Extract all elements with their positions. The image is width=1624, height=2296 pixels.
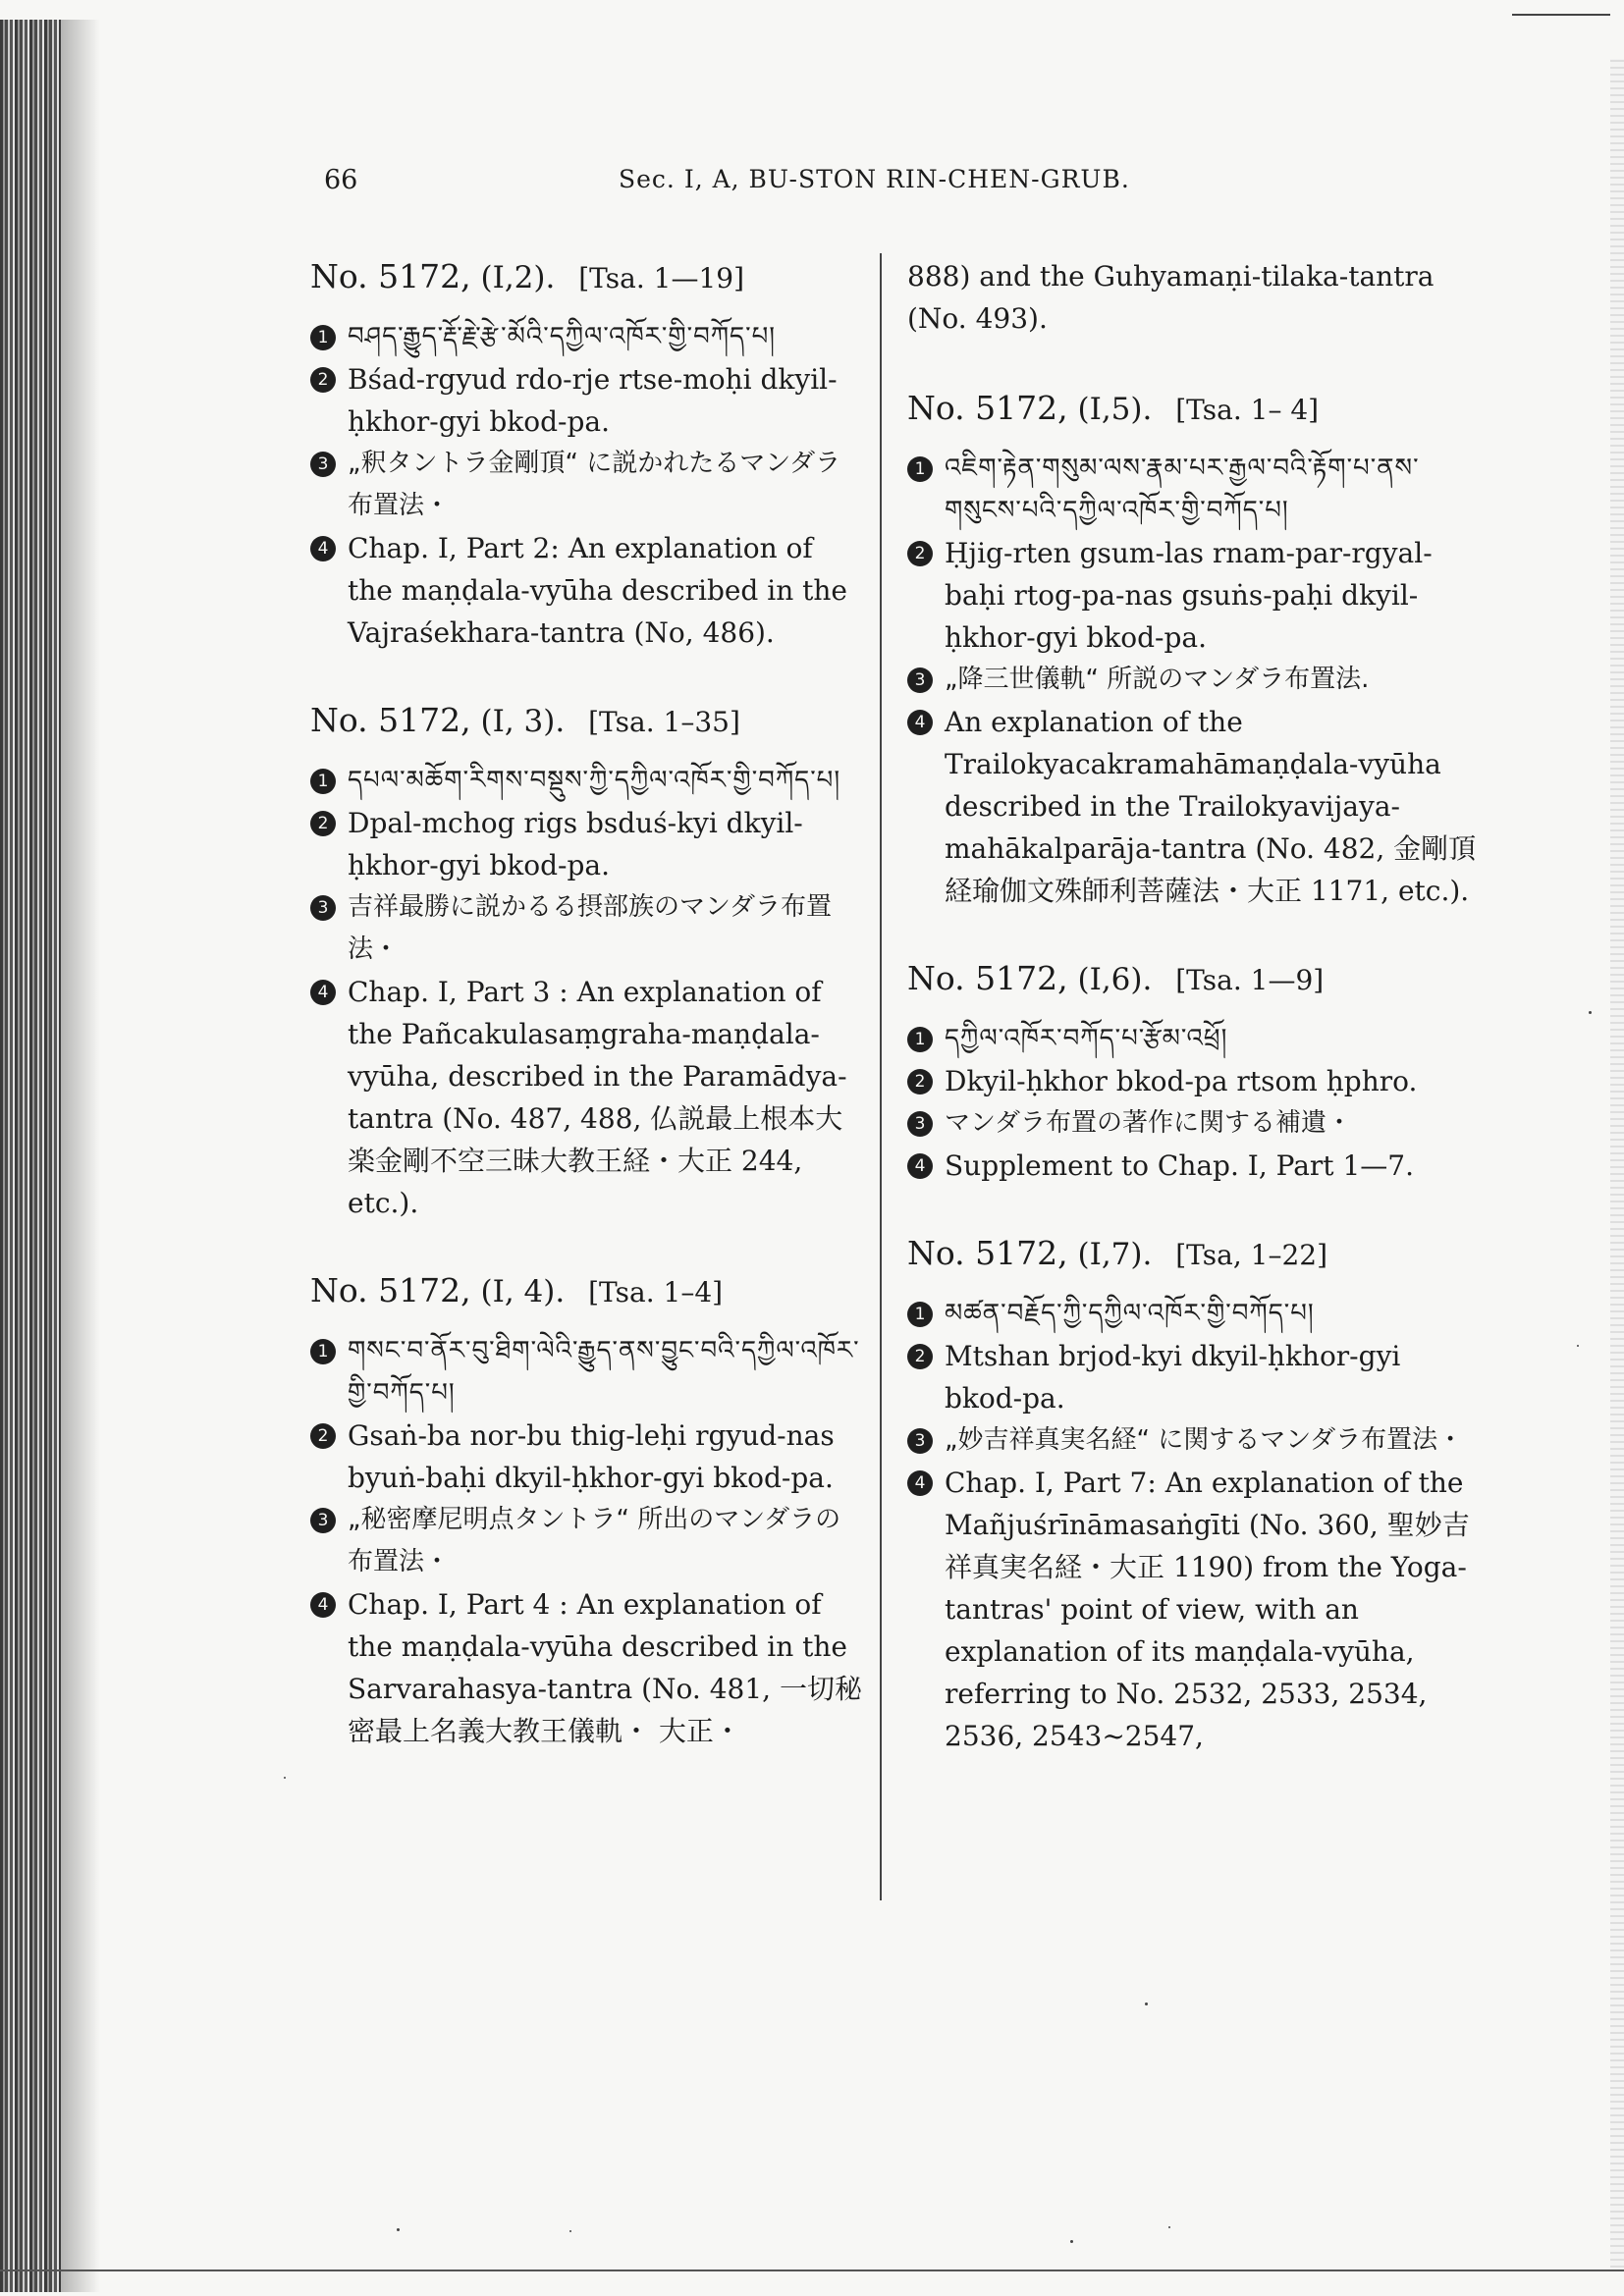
line-marker-2: 2 bbox=[907, 1344, 933, 1369]
line-text: Chap. I, Part 4 : An explanation of the maṇḍala-vyūha described in the Sarvarahasya-tantra (No. 481, 一切秘密最上名義大教王儀軌・ 大正・ bbox=[348, 1588, 862, 1747]
catalog-entry-right-3 bbox=[907, 1232, 1487, 1757]
entry-number: No. 5172, bbox=[907, 389, 1068, 427]
catalog-entry-left-1 bbox=[310, 255, 865, 654]
scan-speck bbox=[1168, 2226, 1170, 2228]
line-marker-4: 4 bbox=[907, 1470, 933, 1496]
entry-lines bbox=[907, 1293, 1487, 1757]
entry-line-lat bbox=[907, 532, 1487, 659]
line-text: „妙吉祥真実名経“ に関するマンダラ布置法・ bbox=[945, 1425, 1464, 1455]
page-number: 66 bbox=[324, 165, 358, 195]
line-marker-4: 4 bbox=[310, 536, 336, 561]
line-text: „秘密摩尼明点タントラ“ 所出のマンダラの布置法・ bbox=[348, 1505, 841, 1576]
entry-lines bbox=[310, 1330, 865, 1752]
entry-line-lat bbox=[310, 802, 865, 886]
line-marker-1: 1 bbox=[310, 1339, 336, 1364]
entry-number: No. 5172, bbox=[310, 701, 471, 739]
line-text: Bśad-rgyud rdo-rje rtse-moḥi dkyil-ḥkhor-gyi bkod-pa. bbox=[348, 363, 838, 438]
line-text: མཚན་བརྗོད་ཀྱི་དཀྱིལ་འཁོར་གྱི་བཀོད་པ། bbox=[945, 1299, 1315, 1328]
line-text: マンダラ布置の著作に関する補遺・ bbox=[945, 1108, 1352, 1138]
entry-line-tib bbox=[310, 316, 865, 358]
line-marker-4: 4 bbox=[310, 1592, 336, 1618]
line-text: བཤད་རྒྱུད་རྡོ་རྗེ་རྩེ་མོའི་དཀྱིལ་འཁོར་གྱི་བཀོད་པ། bbox=[348, 322, 777, 351]
entry-folio-ref: [Tsa, 1–22] bbox=[1175, 1239, 1328, 1271]
scan-speck bbox=[569, 2230, 571, 2232]
line-marker-3: 3 bbox=[907, 1428, 933, 1454]
line-marker-3: 3 bbox=[907, 1111, 933, 1137]
line-marker-3: 3 bbox=[310, 895, 336, 921]
line-marker-4: 4 bbox=[907, 1153, 933, 1179]
line-marker-1: 1 bbox=[907, 1027, 933, 1052]
entry-folio-ref: [Tsa. 1–4] bbox=[588, 1276, 724, 1308]
entry-line-tib bbox=[907, 1018, 1487, 1060]
line-text: Ḥjig-rten gsum-las rnam-par-rgyal-baḥi rtog-pa-nas gsuṅs-paḥi dkyil-ḥkhor-gyi bkod-pa. bbox=[945, 537, 1433, 654]
line-marker-3: 3 bbox=[907, 667, 933, 693]
running-head: Sec. I, A, BU-STON RIN-CHEN-GRUB. bbox=[619, 165, 1130, 193]
line-marker-1: 1 bbox=[907, 1302, 933, 1327]
page-header bbox=[324, 165, 1483, 204]
line-text: Supplement to Chap. I, Part 1—7. bbox=[945, 1149, 1414, 1182]
entry-part: (I, 3). bbox=[480, 704, 566, 739]
entry-folio-ref: [Tsa. 1– 4] bbox=[1175, 394, 1320, 426]
line-text: དཔལ་མཆོག་རིགས་བསྡུས་ཀྱི་དཀྱིལ་འཁོར་གྱི་བཀོད་པ། bbox=[348, 766, 841, 795]
catalog-entry-right-1 bbox=[907, 387, 1487, 912]
entry-line-lat bbox=[310, 1583, 865, 1752]
line-text: „釈タントラ金剛頂“ に説かれたるマンダラ布置法・ bbox=[348, 449, 841, 520]
entry-heading bbox=[907, 1232, 1487, 1277]
line-text: Chap. I, Part 2: An explanation of the maṇḍala-vyūha described in the Vajraśekhara-tantra (No, 486). bbox=[348, 532, 848, 649]
entry-number: No. 5172, bbox=[907, 1234, 1068, 1272]
entry-line-lat bbox=[907, 1335, 1487, 1419]
line-marker-3: 3 bbox=[310, 452, 336, 477]
line-marker-2: 2 bbox=[310, 367, 336, 393]
line-marker-4: 4 bbox=[310, 980, 336, 1005]
left-column bbox=[310, 255, 865, 1797]
catalog-entry-left-3 bbox=[310, 1269, 865, 1752]
entry-heading bbox=[310, 255, 865, 300]
entry-lines bbox=[907, 1018, 1487, 1187]
continued-text: 888) and the Guhyamaṇi-tilaka-tantra (No. 493). bbox=[907, 260, 1435, 335]
entry-part: (I, 4). bbox=[480, 1274, 566, 1309]
entry-line-jp bbox=[907, 659, 1487, 701]
scan-speck bbox=[397, 2228, 400, 2231]
scan-mark-bottom bbox=[0, 2269, 1624, 2271]
line-marker-1: 1 bbox=[310, 769, 336, 794]
line-text: འཇིག་རྟེན་གསུམ་ལས་རྣམ་པར་རྒྱལ་བའི་རྟོག་པ་ནས་གསུངས་པའི་དཀྱིལ་འཁོར་གྱི་བཀོད་པ། bbox=[945, 454, 1420, 525]
entry-folio-ref: [Tsa. 1—9] bbox=[1175, 964, 1325, 996]
entry-number: No. 5172, bbox=[907, 959, 1068, 997]
entry-lines bbox=[310, 316, 865, 654]
line-marker-1: 1 bbox=[907, 456, 933, 482]
entry-folio-ref: [Tsa. 1–35] bbox=[588, 706, 740, 738]
entry-part: (I,2). bbox=[480, 260, 556, 295]
entry-part: (I,5). bbox=[1077, 392, 1153, 427]
line-text: Dpal-mchog rigs bsduś-kyi dkyil-ḥkhor-gyi bkod-pa. bbox=[348, 807, 803, 881]
line-text: Chap. I, Part 3 : An explanation of the Pañcakulasaṃgraha-maṇḍala-vyūha, described in the Paramādya-tantra (No. 487, 488, 仏説最上根本大楽金剛不空三昧大教王経・大正 244, etc.). bbox=[348, 976, 847, 1219]
entry-line-jp bbox=[310, 443, 865, 527]
line-marker-1: 1 bbox=[310, 325, 336, 350]
line-marker-4: 4 bbox=[907, 710, 933, 735]
entry-line-jp bbox=[907, 1419, 1487, 1462]
entry-number: No. 5172, bbox=[310, 257, 471, 295]
line-marker-3: 3 bbox=[310, 1508, 336, 1533]
line-text: „降三世儀軌“ 所説のマンダラ布置法. bbox=[945, 665, 1370, 694]
entry-line-lat bbox=[310, 1415, 865, 1499]
line-text: གསང་བ་ནོར་བུ་ཐིག་ལེའི་རྒྱུད་ནས་བྱུང་བའི་དཀྱིལ་འཁོར་གྱི་བཀོད་པ། bbox=[348, 1336, 860, 1408]
scan-speck bbox=[284, 1777, 286, 1779]
entry-number: No. 5172, bbox=[310, 1271, 471, 1309]
entry-line-jp bbox=[310, 1499, 865, 1583]
entry-heading bbox=[907, 957, 1487, 1002]
column-divider bbox=[880, 253, 882, 1900]
line-text: Chap. I, Part 7: An explanation of the Mañjuśrīnāmasaṅgīti (No. 360, 聖妙吉祥真実名経・大正 1190) from the Yoga-tantras' point of view, with an explanation of its maṇḍala-vyūha, referring to No. 2532, 2533, 2534, 2536, 2543~2547, bbox=[945, 1467, 1470, 1752]
entry-line-lat bbox=[310, 971, 865, 1224]
line-marker-2: 2 bbox=[310, 1423, 336, 1449]
line-text: Dkyil-ḥkhor bkod-pa rtsom ḥphro. bbox=[945, 1065, 1418, 1097]
scan-speck bbox=[1070, 2240, 1073, 2243]
entry-lines bbox=[907, 448, 1487, 912]
entry-line-tib bbox=[907, 448, 1487, 532]
scan-speck bbox=[1577, 1345, 1579, 1347]
entry-line-lat bbox=[907, 1462, 1487, 1757]
catalog-entry-right-2 bbox=[907, 957, 1487, 1187]
entry-heading bbox=[310, 1269, 865, 1314]
scan-speck bbox=[1589, 1011, 1592, 1014]
page-edge-shadow bbox=[1610, 59, 1624, 2268]
line-marker-2: 2 bbox=[907, 1069, 933, 1095]
right-column bbox=[907, 255, 1487, 1802]
line-text: An explanation of the Trailokyacakramahāmaṇḍala-vyūha described in the Trailokyavijaya-mahākalparāja-tantra (No. 482, 金剛頂経瑜伽文殊師利菩薩法・大正 1171, etc.). bbox=[945, 706, 1477, 907]
line-text: Gsaṅ-ba nor-bu thig-leḥi rgyud-nas byuṅ-baḥi dkyil-ḥkhor-gyi bkod-pa. bbox=[348, 1419, 835, 1494]
catalog-entry-left-2 bbox=[310, 699, 865, 1224]
entry-line-tib bbox=[310, 1330, 865, 1415]
entry-line-lat bbox=[907, 1060, 1487, 1102]
entry-line-lat bbox=[907, 1145, 1487, 1187]
book-spine-shadow bbox=[0, 20, 61, 2292]
scan-mark-top bbox=[1512, 14, 1610, 16]
entry-line-lat bbox=[310, 358, 865, 443]
entry-part: (I,7). bbox=[1077, 1237, 1153, 1272]
line-text: 吉祥最勝に説かるる摂部族のマンダラ布置法・ bbox=[348, 892, 832, 964]
entry-line-jp bbox=[310, 886, 865, 971]
line-marker-2: 2 bbox=[907, 541, 933, 566]
entry-heading bbox=[907, 387, 1487, 432]
entry-lines bbox=[310, 760, 865, 1224]
entry-line-lat bbox=[310, 527, 865, 654]
gutter-shadow bbox=[61, 20, 100, 2292]
entry-part: (I,6). bbox=[1077, 962, 1153, 997]
entry-line-lat bbox=[907, 701, 1487, 912]
entry-heading bbox=[310, 699, 865, 744]
scan-speck bbox=[1145, 2002, 1148, 2005]
entry-line-jp bbox=[907, 1102, 1487, 1145]
entry-folio-ref: [Tsa. 1—19] bbox=[578, 262, 745, 294]
line-text: Mtshan brjod-kyi dkyil-ḥkhor-gyi bkod-pa. bbox=[945, 1340, 1401, 1415]
entry-line-tib bbox=[310, 760, 865, 802]
entry-line-tib bbox=[907, 1293, 1487, 1335]
line-text: དཀྱིལ་འཁོར་བཀོད་པ་རྩོམ་འཕྲོ། bbox=[945, 1024, 1228, 1053]
line-marker-2: 2 bbox=[310, 811, 336, 836]
